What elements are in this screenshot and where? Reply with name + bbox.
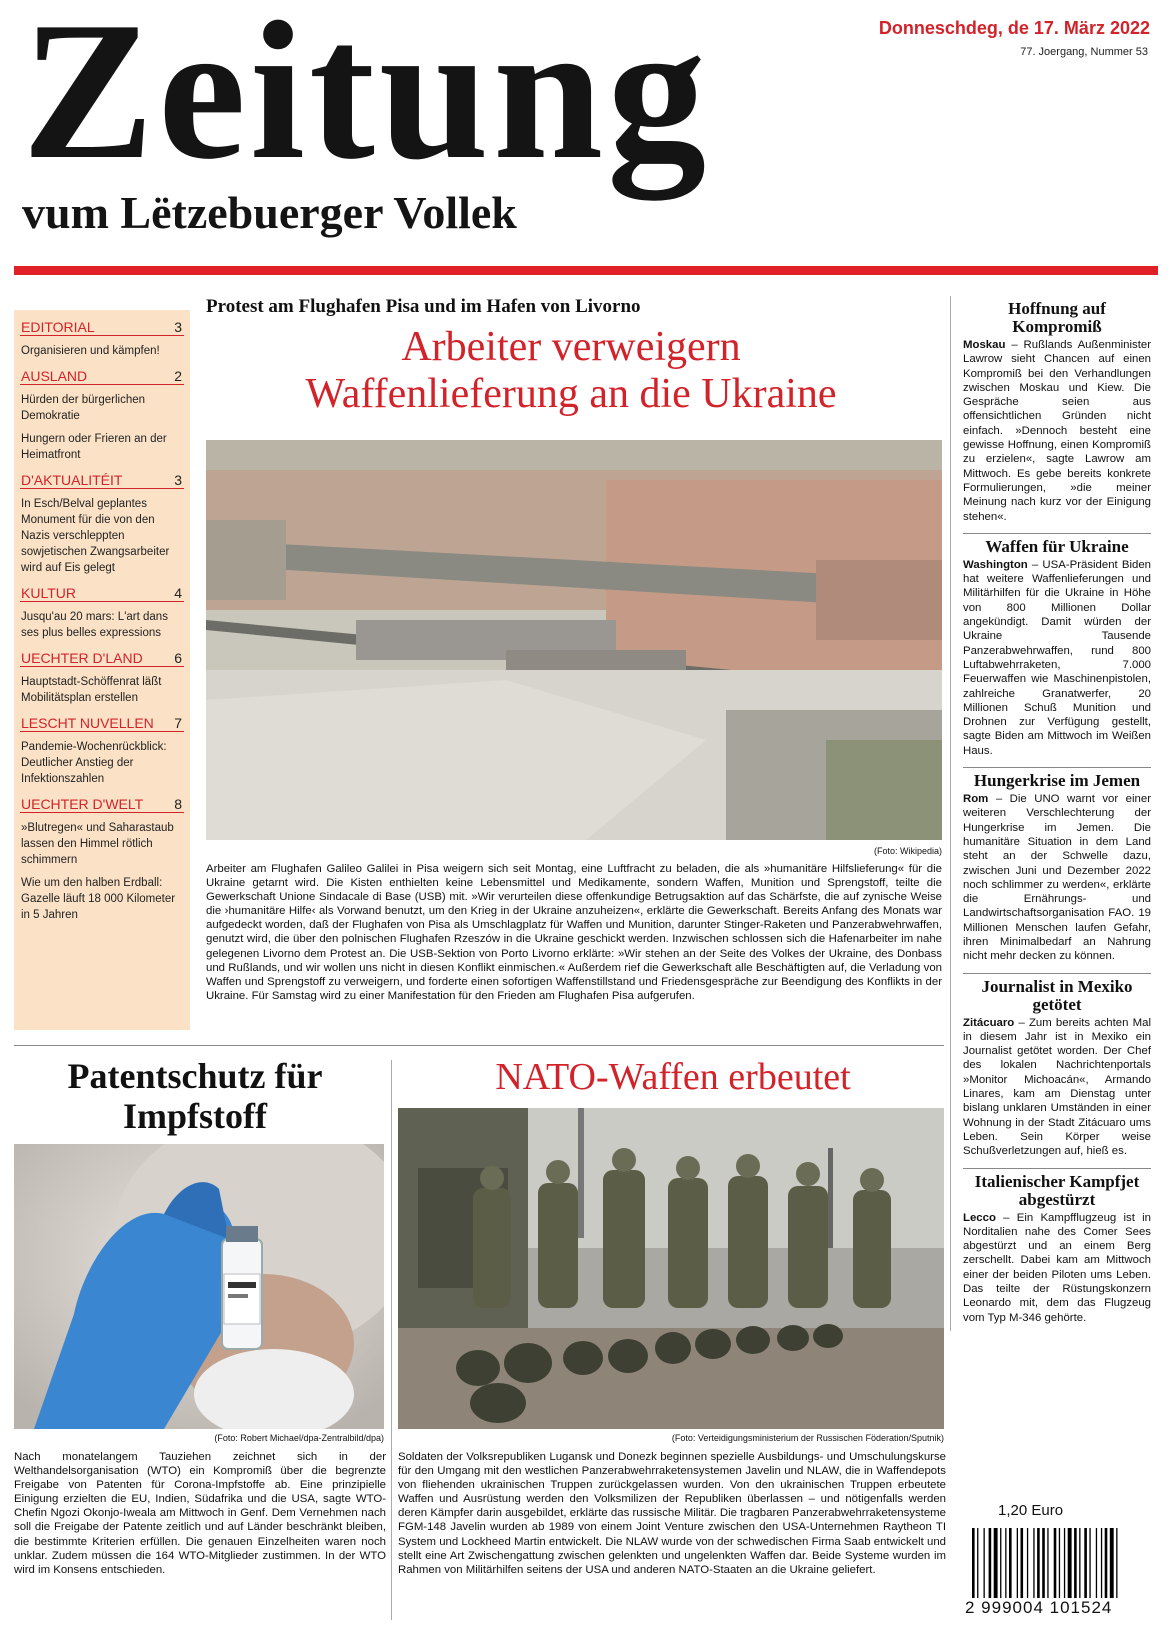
- section-divider: [14, 1045, 944, 1046]
- brief-body: – Ein Kampfflugzeug ist in Norditalien nahe des Comer Sees abgestürzt und an einem Berg zerschellt. Dabei kam am Mittwoch einer der beiden Piloten ums Leben. Das teilte der Rüstungskonzern Leonardo mit, dem das Flugzeug vom Typ M-346 gehörte.: [963, 1211, 1151, 1324]
- lead-headline-line: Waffenlieferung an die Ukraine: [305, 371, 837, 417]
- index-page-number: 6: [174, 650, 182, 666]
- index-item: »Blutregen« und Saharastaub lassen den Himmel rötlich schimmern: [21, 822, 174, 866]
- index-item: Hauptstadt-Schöffenrat läßt Mobilitätsplan erstellen: [21, 676, 162, 704]
- patent-body-text: Nach monatelangem Tauziehen zeichnet sich in der Welthandelsorganisation (WTO) ein Kompromiß über die begrenzte Freigabe von Patenten für Corona-Impfstoffe ab. Eine prinzipielle Einigung erzielten die EU, Indien, Südafrika und die USA, sagte WTO-Chefin Ngozi Okonjo-Iweala am Mittwoch in Genf. Dem Vernehmen nach soll die Freigabe der Patente zeitlich und auf Länder beschränkt bleiben, die bestimmte Kriterien erfüllen. Die genauen Einzelheiten waren noch unklar. Zudem müssen die 164 WTO-Mitglieder zustimmen. In der WTO wird im Konsens entschieden.: [14, 1451, 386, 1576]
- index-page-number: 4: [174, 585, 182, 601]
- brief-story[interactable]: [951, 300, 1157, 530]
- index-section[interactable]: [20, 650, 184, 706]
- brief-headline: Waffen für Ukraine: [985, 536, 1129, 556]
- lead-headline[interactable]: [206, 324, 936, 418]
- vaccine-vial-photo: [14, 1144, 384, 1429]
- issue-date: Donneschdeg, de 17. März 2022: [878, 18, 1150, 38]
- index-section-title: AUSLAND: [21, 368, 88, 384]
- nato-body-text: Soldaten der Volksrepubliken Lugansk und Donezk beginnen spezielle Ausbildungs- und Umschulungskurse für den Umgang mit den westlichen Panzerabwehrraketensystemen Javelin und NLAW, die in Waffendepots von fliehenden ukrainischen Truppen zurückgelassen wurden. Von den ukrainischen Truppen erbeutete Waffen und Ausrüstung werden den Volksmilizen der Republiken überlassen – und nötigenfalls werden deren Kämpfer darin ausgebildet, erklärte das russische Militär. Die tragbaren Panzerabwehrraketensysteme FGM-148 Javelin wurden ab 1989 von einem Joint Venture zwischen den USA-Unternehmen Raytheon TI System und Lockheed Martin entwickelt. Die NLAW wurde von der schwedischen Firma Saab entwickelt und stellt eine Art Zwischengattung zwischen gelenkten und ungelenkten Waffen dar. Beide Systeme wurden im Rahmen von Militärhilfen seitens der USA und anderen NATO-Staaten an die Ukraine geliefert.: [398, 1451, 946, 1576]
- brief-headline: Hoffnung auf Kompromiß: [1008, 299, 1106, 336]
- lead-kicker: Protest am Flughafen Pisa und im Hafen von Livorno: [206, 296, 641, 317]
- index-item: Pandemie-Wochenrückblick: Deutlicher Anstieg der Infektionszahlen: [21, 741, 167, 785]
- masthead-title: Zeitung: [22, 0, 711, 200]
- index-item: Jusqu'au 20 mars: L'art dans ses plus belles expressions: [21, 611, 168, 639]
- index-page-number: 3: [174, 472, 182, 488]
- index-item: In Esch/Belval geplantes Monument für die von den Nazis verschleppten sowjetischen Zwangsarbeiter wird auf Eis gelegt: [21, 498, 170, 574]
- index-section-title: UECHTER D'LAND: [21, 650, 143, 666]
- index-item: Wie um den halben Erdball: Gazelle läuft 18 000 Kilometer in 5 Jahren: [21, 877, 176, 921]
- brief-dateline: Lecco: [963, 1211, 996, 1224]
- index-section[interactable]: [20, 796, 184, 923]
- airport-aerial-photo: [206, 440, 942, 840]
- brief-body: – Rußlands Außenminister Lawrow sieht Chancen auf einen Kompromiß bei den Verhandlungen zwischen Moskau und Kiew. Die Gespräche seien aus offensichtlichen Gründen nicht einfach. »Dennoch besteht eine gewisse Hoffnung, einen Kompromiß zu erzielen«, sagte Lawrow am Mittwoch. Es gebe bereits konkrete Formulierungen, »die meiner Meinung nach kurz vor der Einigung stehen«.: [963, 339, 1152, 523]
- index-section-title: EDITORIAL: [21, 319, 95, 335]
- index-sidebar: [14, 310, 190, 1030]
- index-section[interactable]: [20, 472, 184, 576]
- index-section-title: KULTUR: [21, 585, 76, 601]
- brief-dateline: Zitácuaro: [963, 1016, 1015, 1029]
- news-briefs-column: [950, 296, 1157, 1331]
- brief-dateline: Washington: [963, 558, 1028, 571]
- nato-headline[interactable]: NATO-Waffen erbeutet: [495, 1056, 851, 1098]
- patent-headline-line: Impfstoff: [123, 1096, 267, 1136]
- index-section-title: D'AKTUALITÉIT: [21, 472, 123, 488]
- brief-headline: Italienischer Kampfjet abgestürzt: [974, 1171, 1140, 1209]
- photo-credit: (Foto: Verteidigungsministerium der Russischen Föderation/Sputnik): [671, 1433, 944, 1443]
- brief-body: – Zum bereits achten Mal in diesem Jahr ist in Mexiko ein Journalist getötet worden. Der Chef des lokalen Nachrichtenportals »Monitor Michoacán«, Armando Linares, kam am Dienstag unter bislang unklaren Umständen in einer Wohnung in der Stadt Zitácuaro ums Leben. Sein Körper weise Schußverletzungen auf, hieß es.: [963, 1016, 1151, 1158]
- index-item: Hürden der bürgerlichen Demokratie: [21, 394, 146, 422]
- brief-story[interactable]: [951, 1173, 1157, 1331]
- index-page-number: 8: [174, 796, 182, 812]
- index-section-title: UECHTER D'WELT: [21, 796, 144, 812]
- photo-credit: (Foto: Wikipedia): [873, 846, 942, 856]
- brief-story[interactable]: [951, 772, 1157, 970]
- masthead-subtitle: vum Lëtzebuerger Vollek: [22, 187, 517, 238]
- brief-headline: Hungerkrise im Jemen: [973, 771, 1141, 791]
- brief-divider: [963, 767, 1151, 768]
- index-page-number: 7: [174, 715, 182, 731]
- patent-headline[interactable]: [14, 1056, 376, 1136]
- brief-story[interactable]: [951, 538, 1157, 764]
- column-divider: [391, 1060, 392, 1620]
- index-section[interactable]: [20, 715, 184, 787]
- brief-divider: [963, 533, 1151, 534]
- lead-headline-line: Arbeiter verweigern: [401, 324, 741, 370]
- index-section[interactable]: [20, 319, 184, 359]
- masthead-rule: [14, 266, 1158, 275]
- issue-number: 77. Joergang, Nummer 53: [1020, 46, 1148, 58]
- index-item: Hungern oder Frieren an der Heimatfront: [21, 433, 167, 461]
- brief-headline: Journalist in Mexiko getötet: [981, 976, 1133, 1014]
- brief-dateline: Moskau: [963, 339, 1006, 351]
- index-page-number: 3: [174, 319, 182, 335]
- index-section[interactable]: [20, 585, 184, 641]
- brief-divider: [963, 1168, 1151, 1169]
- index-item: Organisieren und kämpfen!: [21, 345, 160, 357]
- photo-credit: (Foto: Robert Michael/dpa-Zentralbild/dpa): [214, 1433, 384, 1443]
- brief-dateline: Rom: [963, 793, 989, 806]
- lead-body-text: Arbeiter am Flughafen Galileo Galilei in Pisa weigern sich seit Montag, eine Luftfracht zu beladen, die als »humanitäre Hilfslieferung« für die Ukraine getarnt wird. Die Kisten enthielten keine Lebensmittel und Medikamente, sondern Waffen, Munition und Sprengstoff, teilte die Gewerkschaft Unione Sindacale di Base (USB) mit. »Wir verurteilen diese offenkundige Betrugsaktion auf das Schärfste, die auf zynische Weise die ›humanitäre Hilfe‹ als Vorwand benutzt, um den Krieg in der Ukraine anzuheizen«, erklärte die Gewerkschaft. Bereits Anfang des Monats war aufgedeckt worden, daß der Flughafen von Pisa als Umschlagplatz für Waffen und Munition, darunter Stinger-Raketen und Panzerabwehrwaffen, genutzt wird, die über den polnischen Flughafen Rzeszów in die Ukraine geschickt werden. Inzwischen schlossen sich die Hafenarbeiter im nahe gelegenen Livorno dem Protest an. Die USB-Sektion von Porto Livorno erklärte: »Wir stehen an der Seite des Volkes der Ukraine, des Donbass und Rußlands, und wir wollen uns nicht in diesen Konflikt einmischen.« Außerdem rief die Gewerkschaft alle Beschäftigten auf, die Verladung von Waffen und Sprengstoff zu verweigern, und forderte einen sofortigen Waffenstillstand und Friedensgespräche zur Beendigung des Konflikts in der Ukraine. Für Samstag wird zu einer Manifestation für den Frieden am Flughafen Pisa aufgerufen.: [206, 863, 942, 1002]
- index-page-number: 2: [174, 368, 182, 384]
- brief-divider: [963, 973, 1151, 974]
- index-section-title: LESCHT NUVELLEN: [21, 715, 154, 731]
- soldiers-weapons-photo: [398, 1108, 944, 1429]
- index-section[interactable]: [20, 368, 184, 463]
- patent-headline-line: Patentschutz für: [67, 1056, 323, 1096]
- price-label: 1,20 Euro: [998, 1502, 1064, 1519]
- barcode-number: 2 999004 101524: [965, 1598, 1113, 1617]
- brief-story[interactable]: [951, 978, 1157, 1165]
- brief-body: – USA-Präsident Biden hat weitere Waffenlieferungen und Militärhilfen für die Ukraine in Höhe von 800 Millionen Dollar angekündigt. Damit würden der Ukraine Tausende Panzerabwehrwaffen, rund 800 Luftabwehrraketen, 7.000 Feuerwaffen wie Maschinenpistolen, zahlreiche Granatwerfer, 20 Millionen Schuß Munition und Drohnen zur Verfügung gestellt, sagte Biden am Mittwoch im Weißen Haus.: [963, 558, 1151, 757]
- brief-body: – Die UNO warnt vor einer weiteren Verschlechterung der Hungerkrise im Jemen. Die humanitäre Situation in dem Land steht an der Schwelle dazu, zwischen Juni und Dezember 2022 noch schlimmer zu werden«, erklärte die Ernährungs- und Landwirtschaftsorganisation FAO. 19 Millionen Menschen laufen Gefahr, ihren Minimalbedarf an Nahrung nicht mehr decken zu können.: [963, 793, 1151, 963]
